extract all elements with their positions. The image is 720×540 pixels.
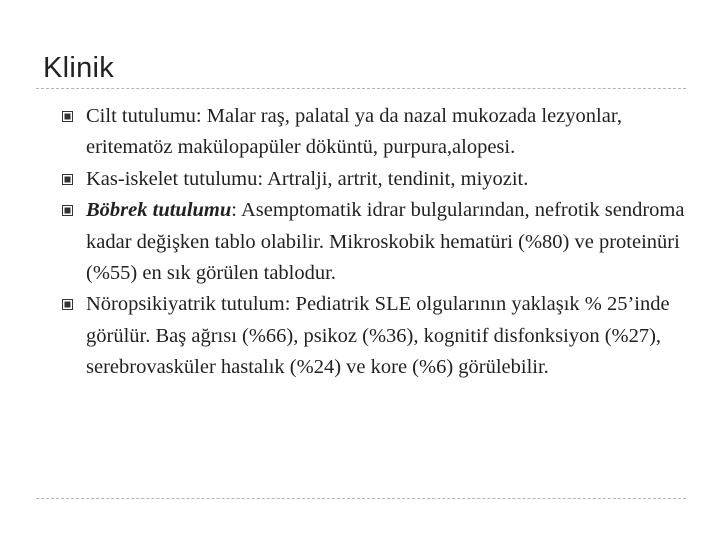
footer-divider bbox=[36, 498, 686, 499]
bullet-item-bobrek bbox=[60, 195, 690, 289]
bullet-text: Cilt tutulumu: Malar raş, palatal ya da nazal mukozada lezyonlar, eritematöz makülopapüler döküntü, purpura,alopesi. bbox=[86, 105, 622, 159]
bullet-item-cilt bbox=[60, 101, 690, 164]
bullet-text: Nöropsikiyatrik tutulum: Pediatrik SLE olgularının yaklaşık % 25’inde görülür. Baş ağrısı (%66), psikoz (%36), kognitif disfonksiyon (%27), serebrovasküler hastalık (%24) ve kore (%6) görülebilir. bbox=[86, 293, 670, 379]
bullet-emphasis: Böbrek tutulumu bbox=[86, 199, 232, 222]
title-divider bbox=[36, 88, 686, 89]
bullet-text: : Asemptomatik idrar bulgularından, nefrotik sendroma kadar değişken tablo olabilir. Mikroskobik hematüri (%80) ve proteinüri (%55) en sık görülen tablodur. bbox=[86, 199, 685, 285]
bullet-item-kas-iskelet bbox=[60, 164, 690, 195]
square-bullet-icon bbox=[60, 101, 78, 132]
square-bullet-icon bbox=[60, 195, 78, 226]
bullet-item-noropsikiyatrik bbox=[60, 289, 690, 383]
bullet-list bbox=[60, 101, 690, 384]
bullet-text: Kas-iskelet tutulumu: Artralji, artrit, tendinit, miyozit. bbox=[86, 167, 529, 190]
square-bullet-icon bbox=[60, 289, 78, 320]
square-bullet-icon bbox=[60, 164, 78, 195]
slide-title: Klinik bbox=[43, 52, 115, 84]
